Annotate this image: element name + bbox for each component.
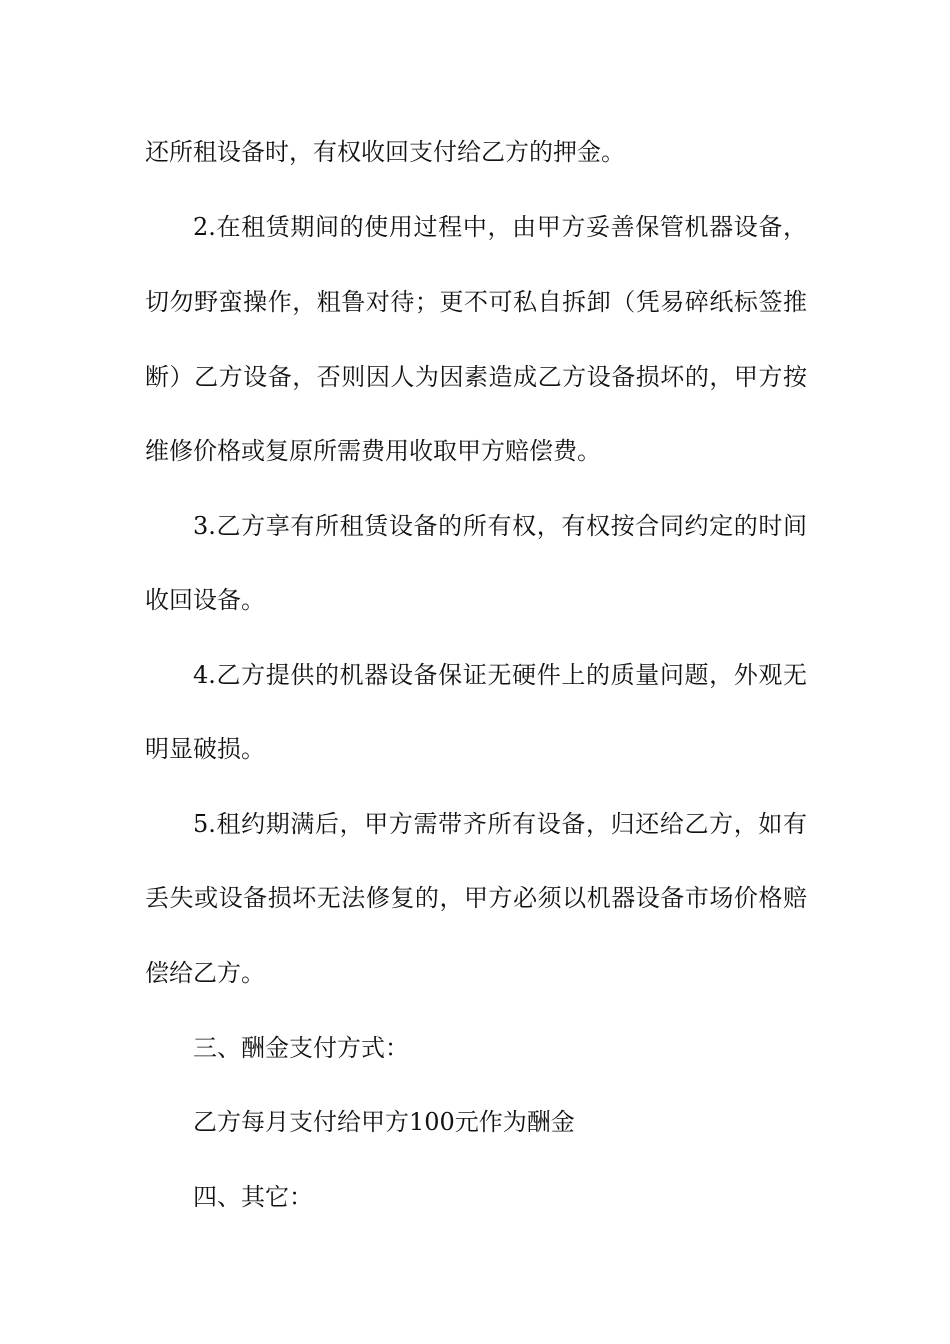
text-line-5: 维修价格或复原所需费用收取甲方赔偿费。 xyxy=(145,437,601,465)
text-line-6: 3.乙方享有所租赁设备的所有权，有权按合同约定的时间 xyxy=(193,512,807,540)
text-line-11: 丢失或设备损坏无法修复的，甲方必须以机器设备市场价格赔 xyxy=(145,884,807,912)
text-line-1: 还所租设备时，有权收回支付给乙方的押金。 xyxy=(145,138,625,166)
text-line-12: 偿给乙方。 xyxy=(145,959,265,987)
text-line-2: 2.在租赁期间的使用过程中，由甲方妥善保管机器设备， xyxy=(193,213,807,241)
text-line-10: 5.租约期满后，甲方需带齐所有设备，归还给乙方，如有 xyxy=(193,810,807,838)
section-heading-other: 四、其它： xyxy=(193,1183,313,1211)
text-line-4: 断）乙方设备，否则因人为因素造成乙方设备损坏的，甲方按 xyxy=(145,363,807,391)
text-line-9: 明显破损。 xyxy=(145,735,265,763)
text-line-8: 4.乙方提供的机器设备保证无硬件上的质量问题，外观无 xyxy=(193,661,807,689)
text-line-3: 切勿野蛮操作，粗鲁对待；更不可私自拆卸（凭易碎纸标签推 xyxy=(145,288,807,316)
section-heading-payment: 三、酬金支付方式： xyxy=(193,1034,409,1062)
text-line-7: 收回设备。 xyxy=(145,586,265,614)
text-line-payment: 乙方每月支付给甲方100元作为酬金 xyxy=(193,1108,575,1136)
